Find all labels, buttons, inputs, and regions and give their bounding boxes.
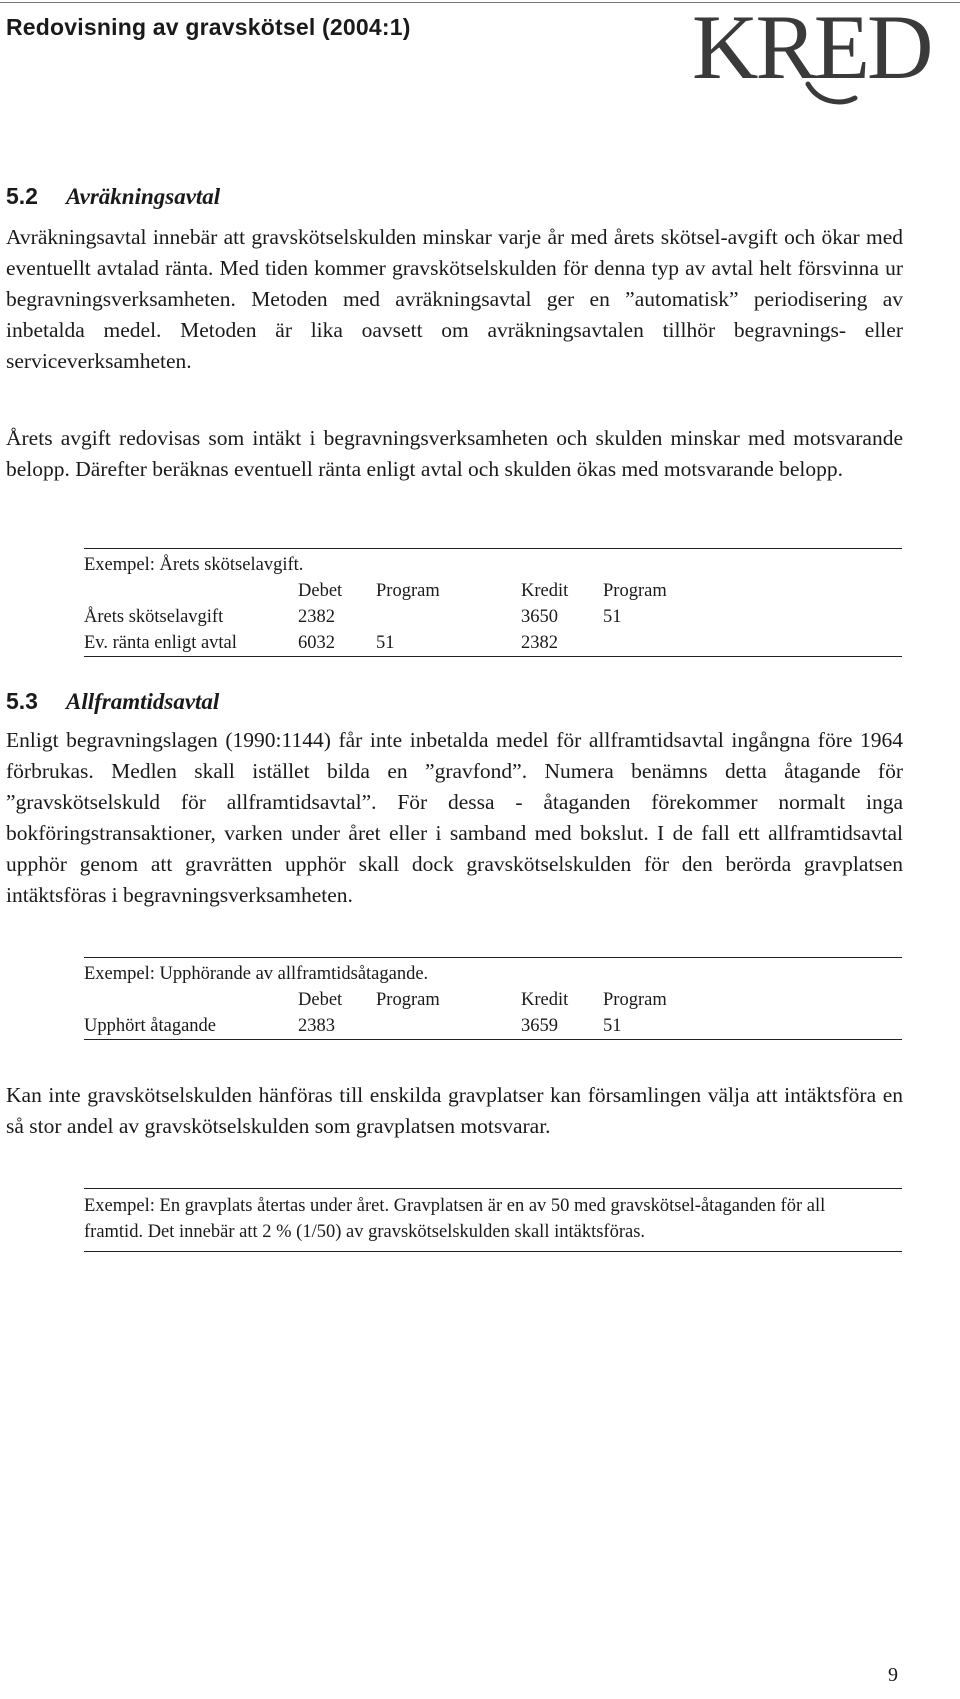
table-header-cell: Kredit <box>521 990 569 1010</box>
section-title: Allframtidsavtal <box>65 689 220 714</box>
table-cell: 3650 <box>521 607 558 627</box>
paragraph-avrakningsavtal-1: Avräkningsavtal innebär att gravskötselskulden minskar varje år med årets skötsel-avgift och ökar med eventuellt avtalad ränta. Med tiden kommer gravskötselskulden för denna typ av avtal helt försvinna ur begravningsverksamheten. Metoden med avräkningsavtal ger en ”automatisk” periodisering av inbetalda medel. Metoden är lika oavsett om avräkningsavtalen tillhör begravnings- eller serviceverksamheten. <box>6 225 903 373</box>
table-cell <box>376 1013 521 1039</box>
table-header-cell: Debet <box>298 581 343 601</box>
section-heading-5-2 <box>6 183 220 210</box>
table-header-cell <box>84 987 298 1013</box>
table-cell: 6032 <box>298 633 335 653</box>
table-cell: 3659 <box>521 1016 558 1036</box>
section-title: Avräkningsavtal <box>65 184 221 209</box>
table-cell: 51 <box>603 1016 622 1036</box>
section-heading-5-3 <box>6 688 219 715</box>
paragraph-avrakningsavtal-2: Årets avgift redovisas som intäkt i begravningsverksamheten och skulden minskar med motsvarande belopp. Därefter beräknas eventuell ränta enligt avtal och skulden ökas med motsvarande belopp. <box>6 426 903 481</box>
paragraph-allframtidsavtal-1: Enligt begravningslagen (1990:1144) får inte inbetalda medel för allframtidsavtal ingångna före 1964 förbrukas. Medlen skall istället bilda en ”gravfond”. Numera benämns detta åtagande för ”gravskötselskuld för allframtidsavtal”. För dessa - åtaganden förekommer normalt inga bokföringstransaktioner, varken under året eller i samband med bokslut. I de fall ett allframtidsavtal upphör genom att gravrätten upphör skall dock gravskötselskulden för den berörda gravplatsen intäktsföras i begravningsverksamheten. <box>6 728 903 907</box>
table-cell: Upphört åtagande <box>84 1016 217 1036</box>
table-cell: 2383 <box>298 1016 335 1036</box>
table-cell <box>603 630 902 656</box>
table-cell: 2382 <box>298 607 335 627</box>
example-title: Exempel: Upphörande av allframtidsåtagande. <box>84 964 429 984</box>
table-header-cell: Program <box>376 581 440 601</box>
example-title: Exempel: Årets skötselavgift. <box>84 555 304 575</box>
table-header-cell: Debet <box>298 990 343 1010</box>
kred-logo-graphic <box>690 6 958 108</box>
table-cell: 2382 <box>521 633 558 653</box>
table-cell: Ev. ränta enligt avtal <box>84 633 237 653</box>
table-cell: 51 <box>603 607 622 627</box>
kred-logo <box>690 6 958 108</box>
example-text: Exempel: En gravplats återtas under året. Gravplatsen är en av 50 med gravskötsel-åtaganden för all framtid. Det innebär att 2 % (1/50) av gravskötselskulden skall intäktsföras. <box>84 1196 826 1242</box>
example-table <box>84 987 902 1039</box>
example-table <box>84 578 902 656</box>
table-header-cell: Program <box>603 990 667 1010</box>
table-cell: 51 <box>376 633 395 653</box>
header-title: Redovisning av gravskötsel (2004:1) <box>6 14 411 40</box>
table-cell: Årets skötselavgift <box>84 607 224 627</box>
page-number: 9 <box>888 1664 898 1686</box>
table-header-cell: Program <box>603 581 667 601</box>
table-header-cell: Kredit <box>521 581 569 601</box>
example-box-upphorande <box>84 957 902 1040</box>
section-number: 5.3 <box>6 688 38 714</box>
header-top-rule <box>0 2 960 3</box>
kred-logo-text: KRED <box>692 6 931 98</box>
table-header-cell <box>84 578 298 604</box>
table-cell <box>376 604 521 630</box>
example-box-skotselavgift <box>84 548 902 657</box>
paragraph-allframtidsavtal-2: Kan inte gravskötselskulden hänföras till enskilda gravplatser kan församlingen välja att intäktsföra en så stor andel av gravskötselskulden som gravplatsen motsvarar. <box>6 1083 903 1138</box>
example-box-gravplats <box>84 1188 902 1252</box>
table-header-cell: Program <box>376 990 440 1010</box>
section-number: 5.2 <box>6 183 38 209</box>
